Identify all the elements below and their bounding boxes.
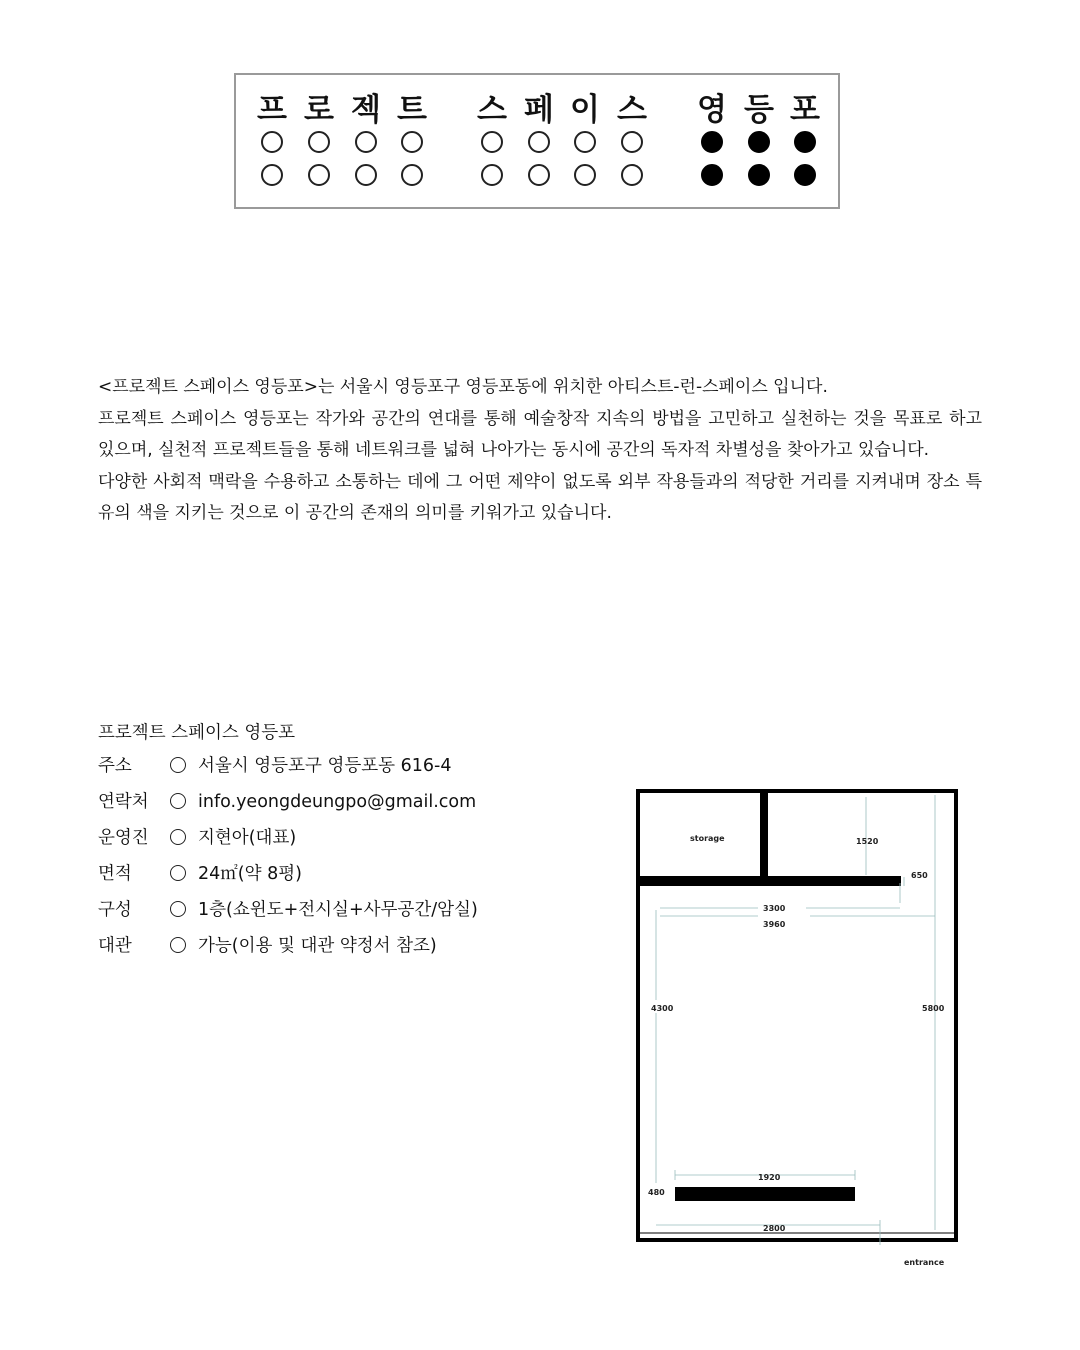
hollow-dot-icon	[574, 131, 596, 153]
hollow-dot-icon	[481, 131, 503, 153]
info-value: 1층(쇼윈도+전시실+사무공간/암실)	[198, 900, 478, 920]
circle-bullet-icon	[170, 892, 190, 928]
info-value: 24㎡(약 8평)	[198, 864, 302, 884]
logo-char: 프	[257, 92, 287, 128]
floor-plan	[630, 785, 970, 1275]
intro-paragraph: <프로젝트 스페이스 영등포>는 서울시 영등포구 영등포동에 위치한 아티스트-런-스페이스 입니다.	[98, 377, 828, 397]
hollow-dot-icon	[401, 131, 423, 153]
info-label: 면적	[98, 864, 132, 884]
email-link[interactable]: info.yeongdeungpo@gmail.com	[198, 792, 477, 812]
circle-bullet-icon	[170, 856, 190, 892]
info-row-contact	[98, 784, 558, 820]
hollow-dot-icon	[574, 164, 596, 186]
partition-wall	[638, 876, 901, 886]
logo-char: 스	[617, 92, 647, 128]
info-value: 서울시 영등포구 영등포동 616-4	[198, 756, 452, 776]
info-label: 연락처	[98, 792, 149, 812]
logo-char: 이	[570, 92, 600, 128]
logo-char: 스	[477, 92, 507, 128]
desk-bar	[675, 1187, 855, 1201]
dimension-label: 480	[648, 1188, 665, 1197]
circle-bullet-icon	[170, 928, 190, 964]
logo-char: 페	[524, 92, 554, 128]
logo-char: 로	[304, 92, 334, 128]
floor-plan-drawing	[630, 785, 970, 1275]
circle-bullet-icon	[170, 820, 190, 856]
circle-bullet-icon	[170, 748, 190, 784]
space-info	[98, 718, 558, 964]
logo-char: 젝	[351, 92, 381, 128]
intro-paragraph: 다양한 사회적 맥락을 수용하고 소통하는 데에 그 어떤 제약이 없도록 외부 작용들과의 적당한 거리를 지켜내며 장소 특유의 색을 지키는 것으로 이 공간의 존재의 의미를 키워가고 있습니다.	[98, 471, 982, 523]
info-label: 주소	[98, 756, 132, 776]
hollow-dot-icon	[355, 131, 377, 153]
logo-braille	[236, 75, 838, 207]
entrance-label: entrance	[904, 1258, 945, 1267]
filled-dot-icon	[701, 164, 723, 186]
hollow-dot-icon	[621, 131, 643, 153]
hollow-dot-icon	[308, 164, 330, 186]
hollow-dot-icon	[308, 131, 330, 153]
hollow-dot-icon	[621, 164, 643, 186]
logo-char: 영	[697, 92, 727, 128]
dimension-label: 5800	[922, 1004, 945, 1013]
filled-dot-icon	[748, 131, 770, 153]
logo-box	[234, 73, 840, 209]
hollow-dot-icon	[528, 164, 550, 186]
info-title: 프로젝트 스페이스 영등포	[98, 723, 296, 743]
hollow-dot-icon	[481, 164, 503, 186]
info-label: 대관	[98, 936, 132, 956]
filled-dot-icon	[748, 164, 770, 186]
dimension-label: 3300	[763, 904, 786, 913]
dimension-label: 2800	[763, 1224, 786, 1233]
hollow-dot-icon	[528, 131, 550, 153]
logo-char: 등	[744, 92, 774, 128]
outer-wall	[638, 791, 956, 1240]
info-row-area	[98, 856, 558, 892]
circle-bullet-icon	[170, 784, 190, 820]
dimension-label: 4300	[651, 1004, 674, 1013]
logo-char: 포	[790, 92, 820, 128]
hollow-dot-icon	[355, 164, 377, 186]
info-row-rental	[98, 928, 558, 964]
dimension-label: 3960	[763, 920, 786, 929]
dimension-label: 650	[911, 871, 928, 880]
dimension-label: 1920	[758, 1173, 781, 1182]
hollow-dot-icon	[261, 164, 283, 186]
logo-char: 트	[397, 92, 427, 128]
storage-wall	[760, 791, 768, 883]
dimension-label: 1520	[856, 837, 879, 846]
intro-text	[98, 372, 982, 530]
intro-paragraph: 프로젝트 스페이스 영등포는 작가와 공간의 연대를 통해 예술창작 지속의 방법을 고민하고 실천하는 것을 목표로 하고 있으며, 실천적 프로젝트들을 통해 네트워크를 넓혀 나아가는 동시에 공간의 독자적 차별성을 찾아가고 있습니다.	[98, 408, 982, 460]
filled-dot-icon	[701, 131, 723, 153]
hollow-dot-icon	[261, 131, 283, 153]
hollow-dot-icon	[401, 164, 423, 186]
info-value: 지현아(대표)	[198, 828, 297, 848]
info-row-staff	[98, 820, 558, 856]
info-row-composition	[98, 892, 558, 928]
dimension-lines	[656, 795, 935, 1245]
info-row-address	[98, 748, 558, 784]
filled-dot-icon	[794, 164, 816, 186]
room-label-storage: storage	[690, 834, 725, 843]
info-label: 운영진	[98, 828, 149, 848]
info-value: 가능(이용 및 대관 약정서 참조)	[198, 936, 437, 956]
filled-dot-icon	[794, 131, 816, 153]
info-label: 구성	[98, 900, 132, 920]
